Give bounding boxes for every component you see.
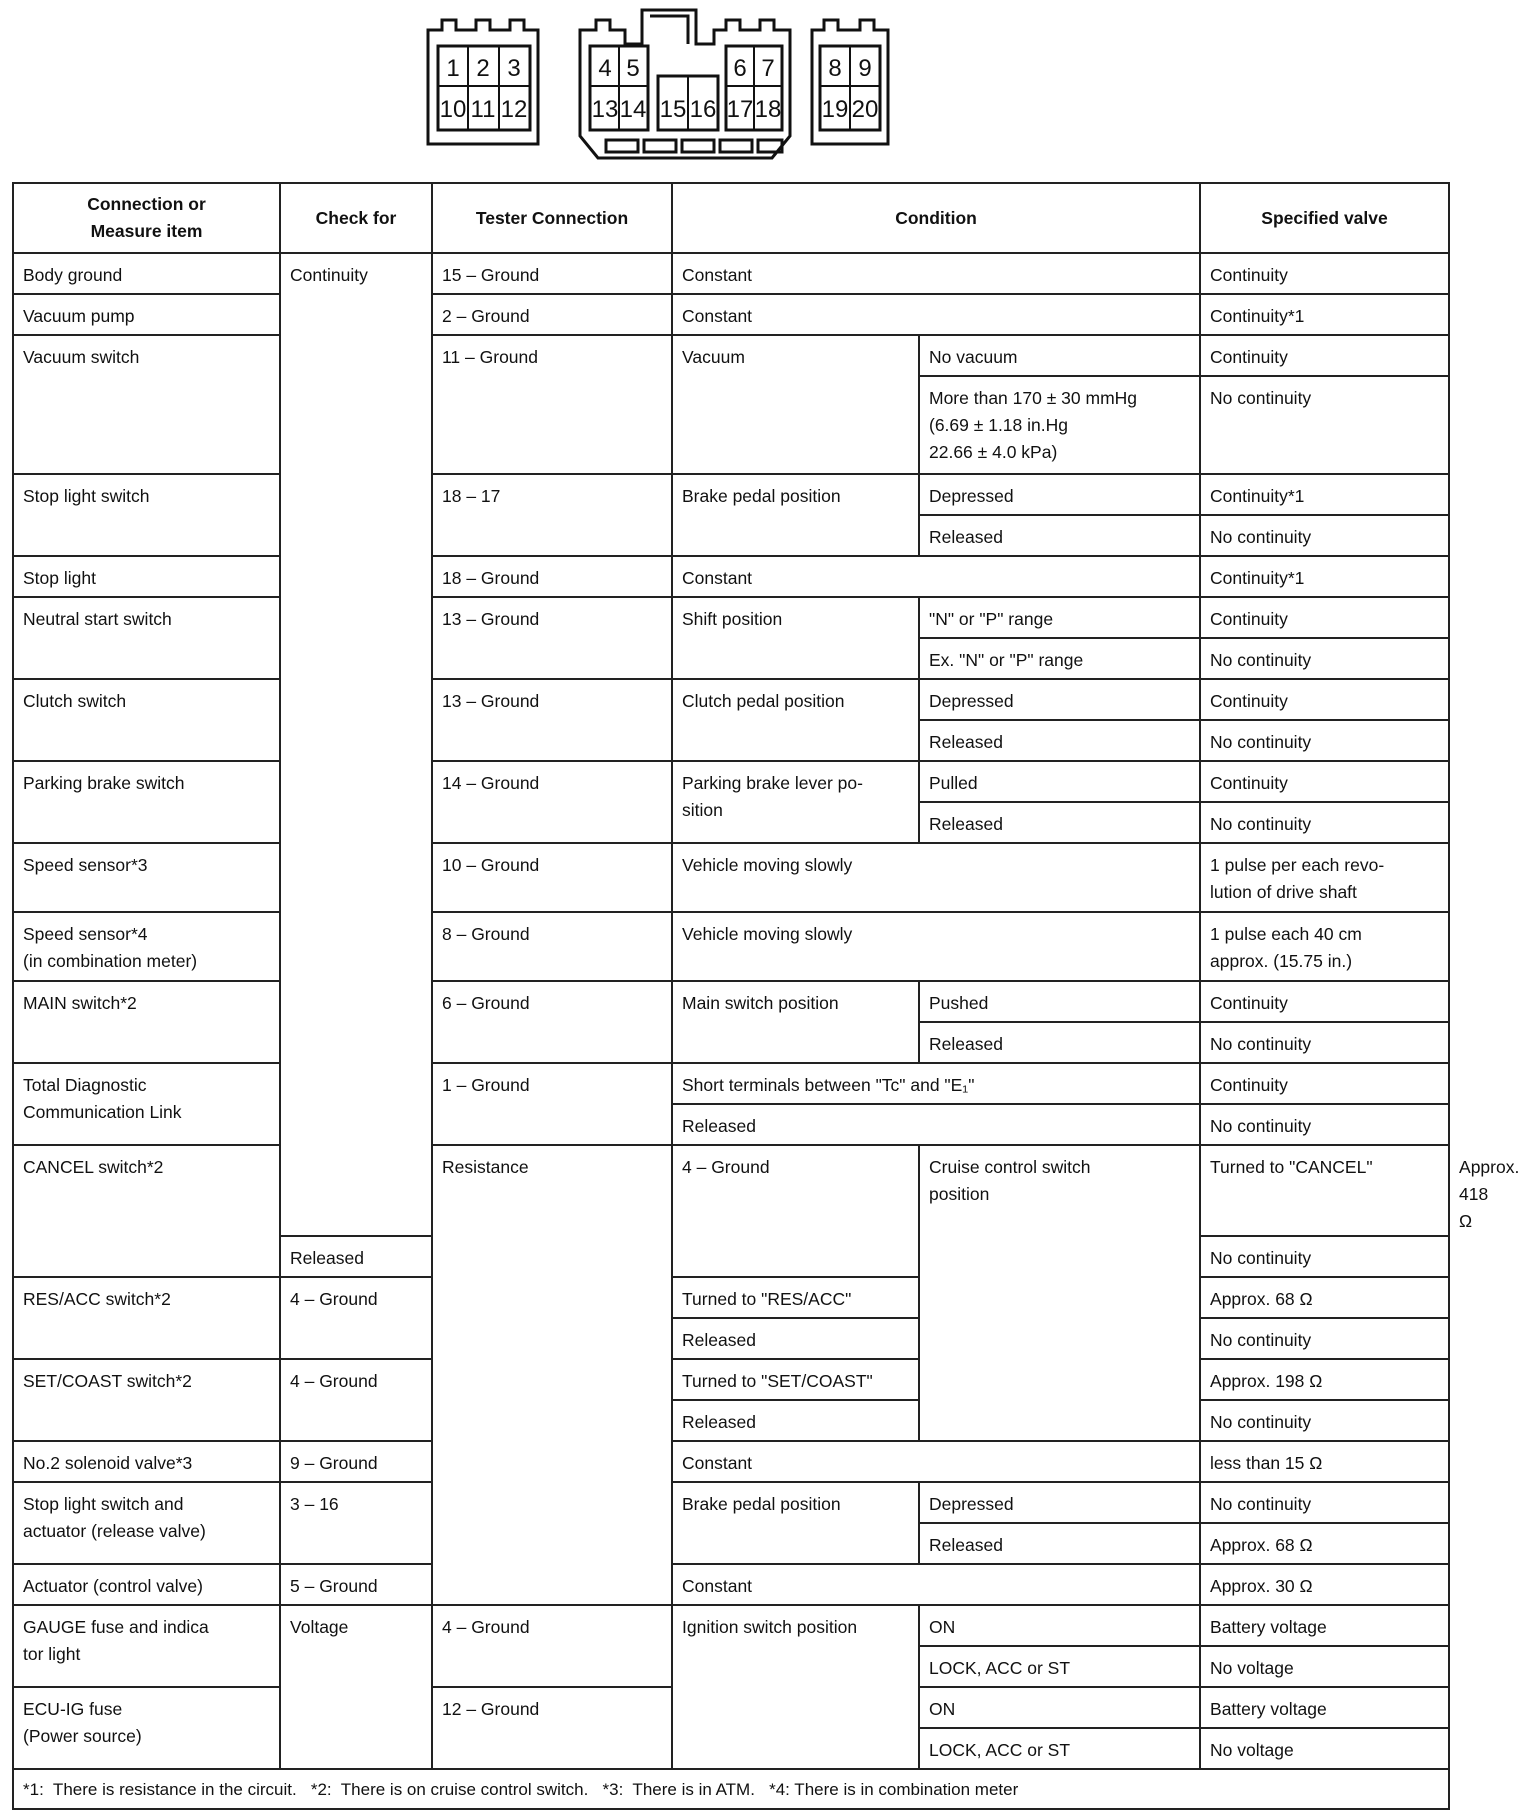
table-row xyxy=(13,679,1449,720)
sub-condition-cell: More than 170 ± 30 mmHg (6.69 ± 1.18 in.Hg 22.66 ± 4.0 kPa) xyxy=(919,376,1200,474)
sub-condition-cell: Released xyxy=(919,1523,1200,1564)
tester-cell: 15 – Ground xyxy=(432,253,672,294)
table-row xyxy=(13,981,1449,1022)
pin-1: 1 xyxy=(446,55,460,82)
tester-cell: 1 – Ground xyxy=(432,1063,672,1145)
condition-cell: Main switch position xyxy=(672,981,919,1063)
tester-cell: 12 – Ground xyxy=(432,1687,672,1769)
pin-2: 2 xyxy=(476,55,490,82)
item-cell: Stop light switch xyxy=(13,474,280,556)
item-cell: Neutral start switch xyxy=(13,597,280,679)
tester-cell: 8 – Ground xyxy=(432,912,672,981)
sub-condition-cell: Released xyxy=(919,1022,1200,1063)
value-cell: Battery voltage xyxy=(1200,1605,1449,1646)
pin-15: 15 xyxy=(659,96,687,123)
footnote: *1: There is resistance in the circuit. *2: There is on cruise control switch. *3: There is in ATM. *4: There is in combination meter xyxy=(13,1769,1449,1809)
item-cell: Body ground xyxy=(13,253,280,294)
condition-cell: Clutch pedal position xyxy=(672,679,919,761)
connector-left-housing xyxy=(428,20,538,144)
tester-cell: 10 – Ground xyxy=(432,843,672,912)
item-cell: CANCEL switch*2 xyxy=(13,1145,280,1277)
header-row xyxy=(13,183,1449,253)
value-cell: No continuity xyxy=(1200,1236,1449,1277)
pin-5: 5 xyxy=(626,55,640,82)
condition-cell: Released xyxy=(672,1104,1200,1145)
sub-condition-cell: Turned to "RES/ACC" xyxy=(672,1277,919,1318)
value-cell: Approx. 198 Ω xyxy=(1200,1359,1449,1400)
value-cell: 1 pulse per each revo- lution of drive shaft xyxy=(1200,843,1449,912)
table-row xyxy=(13,294,1449,335)
item-cell: Speed sensor*3 xyxy=(13,843,280,912)
pin-20: 20 xyxy=(851,96,879,123)
table-row xyxy=(13,1277,1449,1318)
value-cell: less than 15 Ω xyxy=(1200,1441,1449,1482)
table-row xyxy=(13,843,1449,912)
item-cell: SET/COAST switch*2 xyxy=(13,1359,280,1441)
condition-cell: Ignition switch position xyxy=(672,1605,919,1769)
pin-11: 11 xyxy=(470,96,496,123)
pin-14: 14 xyxy=(619,96,647,123)
value-cell: No continuity xyxy=(1200,1104,1449,1145)
pin-7: 7 xyxy=(761,55,775,82)
item-cell: ECU-IG fuse (Power source) xyxy=(13,1687,280,1769)
pin-9: 9 xyxy=(858,55,872,82)
tester-cell: 4 – Ground xyxy=(280,1359,432,1441)
table-row xyxy=(13,597,1449,638)
condition-cell: Vacuum xyxy=(672,335,919,474)
value-cell: No continuity xyxy=(1200,1022,1449,1063)
value-cell: Approx. 30 Ω xyxy=(1200,1564,1449,1605)
pin-8: 8 xyxy=(828,55,842,82)
connector-pin-diagram xyxy=(420,4,940,174)
table-row xyxy=(13,1441,1449,1482)
tester-cell: 4 – Ground xyxy=(280,1277,432,1359)
pin-13: 13 xyxy=(591,96,619,123)
table-row xyxy=(13,1564,1449,1605)
sub-condition-cell: Turned to "SET/COAST" xyxy=(672,1359,919,1400)
header-item: Connection or Measure item xyxy=(13,183,280,253)
value-cell: 1 pulse each 40 cm approx. (15.75 in.) xyxy=(1200,912,1449,981)
check-voltage: Voltage xyxy=(280,1605,432,1769)
sub-condition-cell: Ex. "N" or "P" range xyxy=(919,638,1200,679)
tester-cell: 5 – Ground xyxy=(280,1564,432,1605)
value-cell: Continuity xyxy=(1200,679,1449,720)
table-row xyxy=(13,1482,1449,1523)
sub-condition-cell: Depressed xyxy=(919,474,1200,515)
pin-19: 19 xyxy=(821,96,849,123)
sub-condition-cell: Released xyxy=(919,802,1200,843)
value-cell: Continuity xyxy=(1200,335,1449,376)
footnote-row xyxy=(13,1769,1449,1809)
condition-cell: Vehicle moving slowly xyxy=(672,843,1200,912)
check-resistance: Resistance xyxy=(432,1145,672,1605)
check-continuity: Continuity xyxy=(280,253,432,1236)
table-row xyxy=(13,253,1449,294)
sub-condition-cell: Released xyxy=(919,515,1200,556)
sub-condition-cell: Depressed xyxy=(919,1482,1200,1523)
pin-16: 16 xyxy=(689,96,717,123)
item-cell: Vacuum switch xyxy=(13,335,280,474)
sub-condition-cell: Released xyxy=(672,1318,919,1359)
item-cell: Total Diagnostic Communication Link xyxy=(13,1063,280,1145)
condition-cell: Constant xyxy=(672,294,1200,335)
header-tester: Tester Connection xyxy=(432,183,672,253)
item-cell: Parking brake switch xyxy=(13,761,280,843)
item-cell: Stop light xyxy=(13,556,280,597)
table-row xyxy=(13,1063,1449,1104)
table-row xyxy=(13,556,1449,597)
condition-cell: Brake pedal position xyxy=(672,1482,919,1564)
value-cell: Approx. 68 Ω xyxy=(1200,1277,1449,1318)
pin-4: 4 xyxy=(598,55,612,82)
sub-condition-cell: Pushed xyxy=(919,981,1200,1022)
pin-17: 17 xyxy=(726,96,754,123)
condition-cell: Constant xyxy=(672,1441,1200,1482)
tester-cell: 2 – Ground xyxy=(432,294,672,335)
value-cell: Continuity xyxy=(1200,597,1449,638)
item-cell: Stop light switch and actuator (release valve) xyxy=(13,1482,280,1564)
tester-cell: 9 – Ground xyxy=(280,1441,432,1482)
value-cell: Continuity*1 xyxy=(1200,556,1449,597)
condition-cell: Cruise control switch position xyxy=(919,1145,1200,1441)
sub-condition-cell: Released xyxy=(280,1236,432,1277)
condition-cell: Constant xyxy=(672,253,1200,294)
table-row: CANCEL switch*2 Resistance 4 – Ground Cruise control switch position Turned to "CANCEL" Approx. 418 Ω xyxy=(13,1145,1449,1236)
condition-cell: Constant xyxy=(672,1564,1200,1605)
sub-condition-cell: LOCK, ACC or ST xyxy=(919,1646,1200,1687)
table-row xyxy=(13,474,1449,515)
condition-cell: Brake pedal position xyxy=(672,474,919,556)
header-condition: Condition xyxy=(672,183,1200,253)
sub-condition-cell: Released xyxy=(672,1400,919,1441)
item-cell: RES/ACC switch*2 xyxy=(13,1277,280,1359)
value-cell: Continuity*1 xyxy=(1200,474,1449,515)
item-cell: Vacuum pump xyxy=(13,294,280,335)
tester-cell: 4 – Ground xyxy=(432,1605,672,1687)
value-cell: No voltage xyxy=(1200,1728,1449,1769)
pin-12: 12 xyxy=(500,96,528,123)
tester-cell: 18 – 17 xyxy=(432,474,672,556)
value-cell: Approx. 68 Ω xyxy=(1200,1523,1449,1564)
sub-condition-cell: ON xyxy=(919,1605,1200,1646)
condition-cell: Short terminals between "Tc" and "E₁" xyxy=(672,1063,1200,1104)
value-cell: No continuity xyxy=(1200,376,1449,474)
sub-condition-cell: Turned to "CANCEL" xyxy=(1200,1145,1449,1236)
value-cell: Continuity xyxy=(1200,253,1449,294)
sub-condition-cell: Released xyxy=(919,720,1200,761)
condition-cell: Constant xyxy=(672,556,1200,597)
value-cell: No voltage xyxy=(1200,1646,1449,1687)
item-cell: Actuator (control valve) xyxy=(13,1564,280,1605)
condition-cell: Vehicle moving slowly xyxy=(672,912,1200,981)
value-cell: No continuity xyxy=(1200,1482,1449,1523)
condition-cell: Parking brake lever po- sition xyxy=(672,761,919,843)
header-value: Specified valve xyxy=(1200,183,1449,253)
table-row xyxy=(13,1359,1449,1400)
tester-cell: 4 – Ground xyxy=(672,1145,919,1277)
sub-condition-cell: No vacuum xyxy=(919,335,1200,376)
tester-cell: 14 – Ground xyxy=(432,761,672,843)
value-cell: Continuity xyxy=(1200,981,1449,1022)
inspection-table xyxy=(12,182,1519,1810)
value-cell: No continuity xyxy=(1200,515,1449,556)
item-cell: Speed sensor*4 (in combination meter) xyxy=(13,912,280,981)
sub-condition-cell: Pulled xyxy=(919,761,1200,802)
pin-10: 10 xyxy=(439,96,467,123)
tester-cell: 11 – Ground xyxy=(432,335,672,474)
table-row xyxy=(13,1605,1449,1646)
tester-cell: 6 – Ground xyxy=(432,981,672,1063)
value-cell: Continuity*1 xyxy=(1200,294,1449,335)
sub-condition-cell: ON xyxy=(919,1687,1200,1728)
value-cell: No continuity xyxy=(1200,720,1449,761)
value-cell: No continuity xyxy=(1200,802,1449,843)
value-cell: No continuity xyxy=(1200,1400,1449,1441)
value-cell: Battery voltage xyxy=(1200,1687,1449,1728)
value-cell: No continuity xyxy=(1200,638,1449,679)
condition-cell: Shift position xyxy=(672,597,919,679)
pin-18: 18 xyxy=(754,96,782,123)
value-cell: No continuity xyxy=(1200,1318,1449,1359)
sub-condition-cell: "N" or "P" range xyxy=(919,597,1200,638)
header-check: Check for xyxy=(280,183,432,253)
tester-cell: 3 – 16 xyxy=(280,1482,432,1564)
sub-condition-cell: LOCK, ACC or ST xyxy=(919,1728,1200,1769)
value-cell: Continuity xyxy=(1200,1063,1449,1104)
item-cell: GAUGE fuse and indica tor light xyxy=(13,1605,280,1687)
connector-middle-housing xyxy=(580,10,790,158)
sub-condition-cell: Depressed xyxy=(919,679,1200,720)
table-row xyxy=(13,912,1449,981)
item-cell: Clutch switch xyxy=(13,679,280,761)
tester-cell: 18 – Ground xyxy=(432,556,672,597)
tester-cell: 13 – Ground xyxy=(432,597,672,679)
item-cell: MAIN switch*2 xyxy=(13,981,280,1063)
pin-6: 6 xyxy=(733,55,747,82)
tester-cell: 13 – Ground xyxy=(432,679,672,761)
value-cell: Continuity xyxy=(1200,761,1449,802)
item-cell: No.2 solenoid valve*3 xyxy=(13,1441,280,1482)
table-row xyxy=(13,335,1449,376)
table-row xyxy=(13,761,1449,802)
pin-3: 3 xyxy=(507,55,521,82)
